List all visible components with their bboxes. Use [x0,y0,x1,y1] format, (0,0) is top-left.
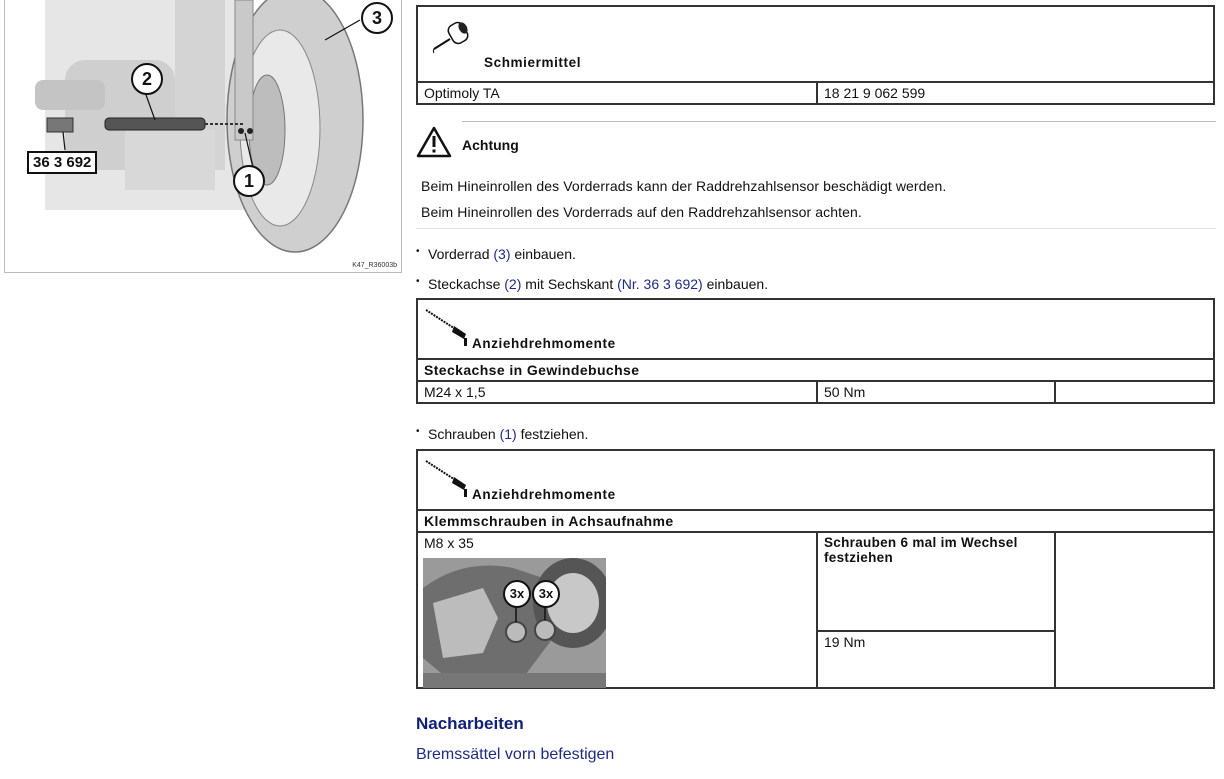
step-2-text-end: einbauen. [702,276,769,292]
torque-1-spec: M24 x 1,5 [417,381,817,403]
step-1-text-end: einbauen. [510,246,576,262]
ref-3-link[interactable]: (3) [493,246,511,262]
torque-2-value: 19 Nm [817,631,1055,688]
step-1 [416,246,576,262]
axle-clamp-photo [423,558,606,688]
ref-2-link[interactable]: (2) [504,276,522,292]
step-2-text-middle: mit Sechskant [521,276,618,292]
bullet-icon: • [416,276,420,287]
photo-callout-3x-right: 3x [532,580,560,608]
image-code: K47_R36003b [352,262,397,269]
step-1-text: Vorderrad [428,246,494,262]
torque-1-header [417,299,1214,359]
torque-table-2 [416,449,1215,689]
torque-2-spec-cell [417,532,817,688]
warning-block [416,116,1216,221]
lubricant-title: Schmiermittel [484,55,582,70]
front-wheel-drawing [5,0,401,272]
bullet-icon: • [416,426,420,437]
torque-2-empty-cell [1055,532,1214,688]
step-2-text: Steckachse [428,276,505,292]
torque-1-empty-cell [1055,381,1214,403]
torque-table-1 [416,298,1215,404]
callout-1: 1 [233,165,265,197]
warning-bottom-rule [416,228,1216,229]
torque-1-title: Anziehdrehmomente [472,336,616,351]
nacharbeiten-heading: Nacharbeiten [416,714,524,733]
lubricant-header [417,6,1214,82]
step-2 [416,276,768,292]
torque-2-header [417,450,1214,510]
photo-callout-3x-left: 3x [503,580,531,608]
callout-2: 2 [131,63,163,95]
oil-can-icon [428,19,472,58]
lubricant-table [416,5,1215,105]
tool-number-label: 36 3 692 [27,151,97,174]
warning-triangle-icon [416,126,452,161]
lubricant-part-number: 18 21 9 062 599 [817,82,1214,104]
warning-line-1: Beim Hineinrollen des Vorderrads kann der Raddrehzahlsensor beschädigt werden. [421,178,947,194]
callout-3: 3 [361,2,393,34]
lubricant-name: Optimoly TA [417,82,817,104]
torque-2-title: Anziehdrehmomente [472,487,616,502]
ref-1-link[interactable]: (1) [499,426,517,442]
torque-wrench-icon [424,306,470,349]
torque-wrench-icon [424,457,470,500]
torque-2-spec: M8 x 35 [424,535,474,551]
torque-1-value: 50 Nm [817,381,1055,403]
link-bremssaettel-befestigen[interactable]: Bremssättel vorn befestigen [416,746,615,763]
bullet-icon: • [416,246,420,257]
front-wheel-illustration [4,0,402,273]
warning-title: Achtung [462,137,519,153]
step-3-text: Schrauben [428,426,500,442]
warning-rule [462,121,1216,122]
torque-1-subheader: Steckachse in Gewindebuchse [417,359,1214,381]
torque-2-subheader: Klemmschrauben in Achsaufnahme [417,510,1214,532]
tool-ref-link[interactable]: (Nr. 36 3 692) [617,276,703,292]
torque-2-note: Schrauben 6 mal im Wechsel festziehen [817,532,1055,631]
step-3-text-end: festziehen. [516,426,589,442]
step-3 [416,426,588,442]
warning-line-2: Beim Hineinrollen des Vorderrads auf den Raddrehzahlsensor achten. [421,204,862,220]
